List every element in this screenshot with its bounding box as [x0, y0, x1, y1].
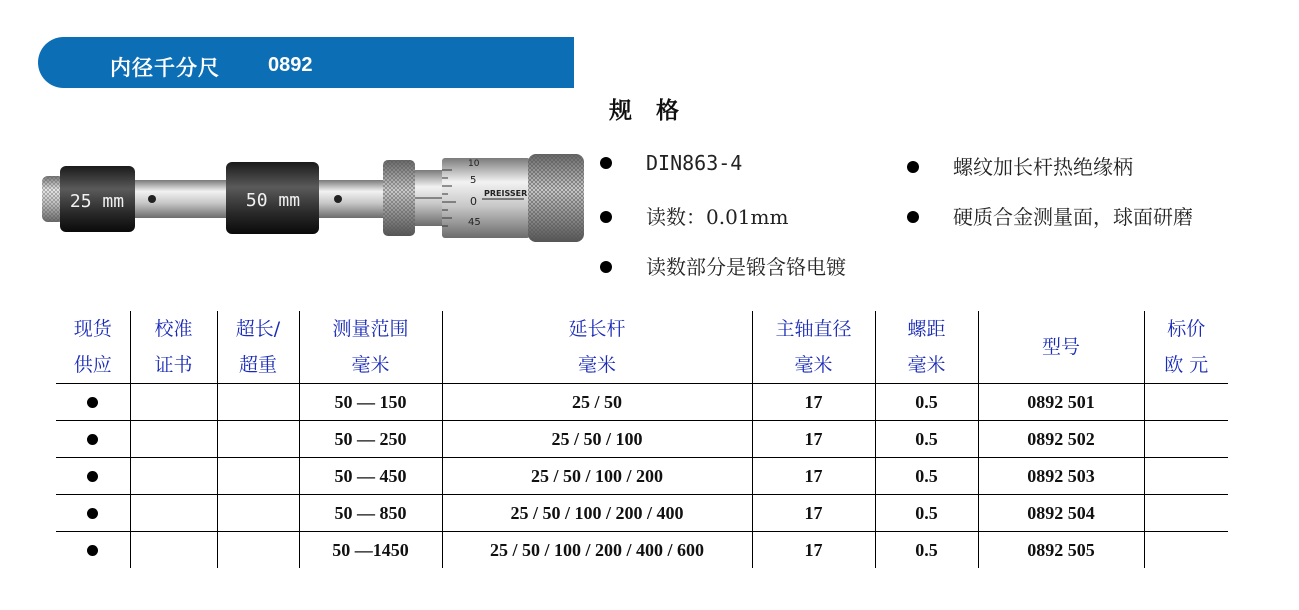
rods-cell: 25 / 50 [442, 384, 752, 421]
certificate-cell [130, 421, 217, 458]
table-header-row [56, 311, 1228, 384]
bullet-icon [600, 157, 612, 169]
certificate-cell [130, 458, 217, 495]
rods-cell: 25 / 50 / 100 / 200 / 400 [442, 495, 752, 532]
diameter-cell: 17 [752, 458, 875, 495]
certificate-cell [130, 532, 217, 569]
spec-heading: 规 格 [609, 97, 688, 124]
price-cell [1144, 421, 1228, 458]
product-code: 0892 [268, 54, 313, 76]
range-cell: 50 —1450 [299, 532, 442, 569]
oversize-cell [217, 532, 299, 569]
pitch-cell: 0.5 [875, 495, 978, 532]
range-cell: 50 — 850 [299, 495, 442, 532]
rod-label-25: 25 mm [69, 191, 125, 212]
in-stock-dot-icon [87, 545, 98, 556]
bullet-icon [600, 211, 612, 223]
oversize-cell [217, 495, 299, 532]
oversize-cell [217, 421, 299, 458]
in-stock-dot-icon [87, 508, 98, 519]
header-oversize: 超长/ 超重 [217, 311, 299, 384]
product-title: 内径千分尺 [110, 56, 220, 80]
oversize-cell [217, 384, 299, 421]
spec-item-chrome: 读数部分是锻含铬电镀 [600, 251, 846, 280]
stock-cell [56, 458, 130, 495]
pitch-cell: 0.5 [875, 458, 978, 495]
spec-item-reading: 读数：0.01mm [600, 201, 788, 230]
pitch-cell: 0.5 [875, 384, 978, 421]
table-row [56, 532, 1228, 569]
spec-item-din: DIN863-4 [600, 151, 742, 175]
diameter-cell: 17 [752, 421, 875, 458]
stock-cell [56, 384, 130, 421]
rods-cell: 25 / 50 / 100 / 200 / 400 / 600 [442, 532, 752, 569]
table-row [56, 384, 1228, 421]
price-cell [1144, 458, 1228, 495]
scale-45: 45 [468, 217, 481, 228]
bullet-icon [600, 261, 612, 273]
bullet-icon [907, 211, 919, 223]
model-cell: 0892 504 [978, 495, 1144, 532]
range-cell: 50 — 250 [299, 421, 442, 458]
price-cell [1144, 532, 1228, 569]
diameter-cell: 17 [752, 384, 875, 421]
table-row [56, 458, 1228, 495]
micrometer-image [40, 150, 585, 246]
model-cell: 0892 502 [978, 421, 1144, 458]
range-cell: 50 — 150 [299, 384, 442, 421]
price-cell [1144, 384, 1228, 421]
header-range: 测量范围 毫米 [299, 311, 442, 384]
scale-5: 5 [470, 175, 477, 186]
diameter-cell: 17 [752, 532, 875, 569]
model-cell: 0892 503 [978, 458, 1144, 495]
header-diameter: 主轴直径 毫米 [752, 311, 875, 384]
model-cell: 0892 501 [978, 384, 1144, 421]
rods-cell: 25 / 50 / 100 / 200 [442, 458, 752, 495]
scale-0: 0 [470, 195, 477, 208]
table-row [56, 495, 1228, 532]
spec-table [56, 311, 1228, 568]
stock-cell [56, 421, 130, 458]
spec-item-carbide: 硬质合金测量面，球面研磨 [907, 201, 1193, 230]
brand-mark: PREISSER [484, 189, 528, 198]
diameter-cell: 17 [752, 495, 875, 532]
in-stock-dot-icon [87, 434, 98, 445]
rods-cell: 25 / 50 / 100 [442, 421, 752, 458]
rod-label-50: 50 mm [245, 190, 301, 211]
model-cell: 0892 505 [978, 532, 1144, 569]
scale-10: 10 [468, 159, 480, 169]
certificate-cell [130, 384, 217, 421]
range-cell: 50 — 450 [299, 458, 442, 495]
pitch-cell: 0.5 [875, 421, 978, 458]
bullet-icon [907, 161, 919, 173]
table-row [56, 421, 1228, 458]
header-certificate: 校准 证书 [130, 311, 217, 384]
header-price: 标价 欧 元 [1144, 311, 1228, 384]
header-stock: 现货 供应 [56, 311, 130, 384]
stock-cell [56, 495, 130, 532]
header-model: 型号 [978, 311, 1144, 384]
pitch-cell: 0.5 [875, 532, 978, 569]
certificate-cell [130, 495, 217, 532]
header-rods: 延长杆 毫米 [442, 311, 752, 384]
price-cell [1144, 495, 1228, 532]
header-pitch: 螺距 毫米 [875, 311, 978, 384]
oversize-cell [217, 458, 299, 495]
in-stock-dot-icon [87, 397, 98, 408]
stock-cell [56, 532, 130, 569]
spec-item-handle: 螺纹加长杆热绝缘柄 [907, 151, 1133, 180]
in-stock-dot-icon [87, 471, 98, 482]
